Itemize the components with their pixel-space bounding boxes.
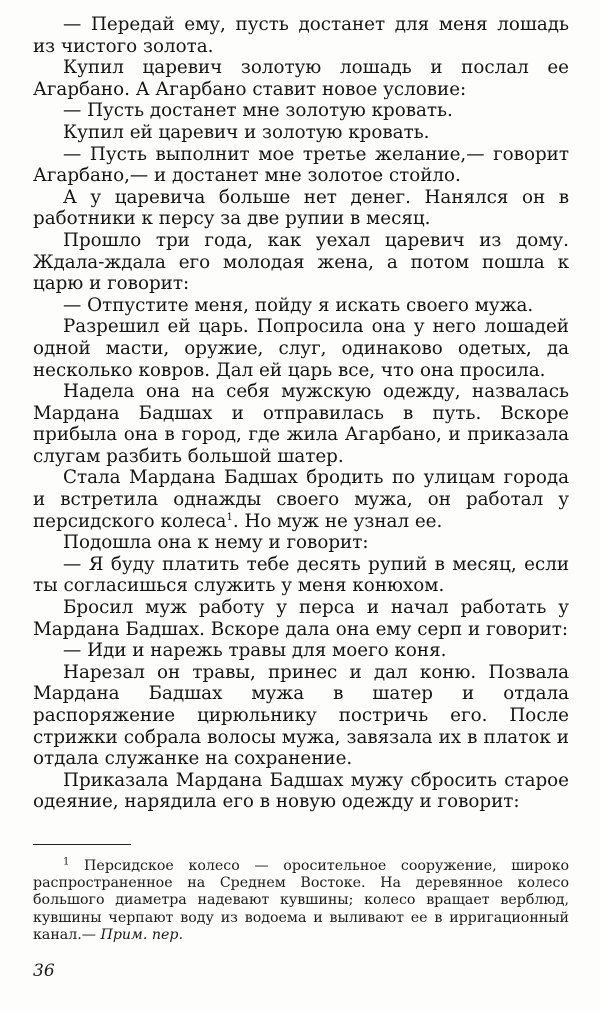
footnote	[33, 858, 569, 944]
paragraph: А у царевича больше нет денег. Нанялся он в работники к персу за две рупии в месяц.	[33, 186, 569, 230]
paragraph: Подошла она к нему и говорит:	[63, 532, 369, 554]
paragraph: — Отпустите меня, пойду я искать своего мужа.	[63, 294, 534, 316]
paragraph: — Передай ему, пусть достанет для меня лошадь из чистого золота.	[33, 14, 569, 57]
paragraph: Бросил муж работу у перса и начал работать у Мардана Бадшах. Вскоре дала она ему серп и говорит:	[33, 597, 569, 640]
footnote-marker: 1	[226, 511, 233, 523]
page-number: 36	[33, 961, 55, 981]
paragraph: Приказала Мардана Бадшах мужу сбросить старое одеяние, нарядила его в новую одежду и говорит:	[33, 769, 569, 813]
paragraph: Надела она на себя мужскую одежду, назвалась Мардана Бадшах и отправилась в путь. Вскоре прибыла она в город, где жила Агарбано, и приказала слугам разбить большой шатер.	[33, 381, 569, 467]
paragraph: — Пусть выполнит мое третье желание,— говорит Агарбано,— и достанет мне золотое стойло.	[33, 143, 569, 187]
paragraph: — Я буду платить тебе десять рупий в месяц, если ты согласишься служить у меня конюхом.	[33, 553, 569, 597]
paragraph-text-tail: . Но муж не узнал ее.	[232, 510, 443, 532]
main-text-body	[33, 14, 569, 813]
paragraph: Нарезал он травы, принес и дал коню. Позвала Мардана Бадшах мужа в шатер и отдала распоряжение цирюльнику постричь его. После стрижки собрала волосы мужа, завязала их в платок и отдала служанке на сохранение.	[33, 661, 569, 770]
paragraph: Разрешил ей царь. Попросила она у него лошадей одной масти, оружие, слуг, одинаково одетых, да несколько ковров. Дал ей царь все, что она просила.	[33, 316, 569, 381]
paragraph: Прошло три года, как уехал царевич из дому. Ждала-ждала его молодая жена, а потом пошла к царю и говорит:	[33, 229, 569, 295]
footnote-text: Персидское колесо — оросительное сооружение, широко распространенное на Среднем Востоке. На деревянное колесо большого диаметра надевают кувшины; колесо вращает верблюд, кувшины черпают воду из водоема и выливают ее в ирригационный канал.—	[33, 858, 569, 943]
paragraph: Купил ей царевич и золотую кровать.	[63, 121, 430, 143]
footnote-number: 1	[63, 856, 70, 868]
paragraph-text: Стала Мардана Бадшах бродить по улицам города и встретила однажды своего мужа, он работал у персидского колеса	[33, 467, 569, 532]
footnote-divider	[33, 844, 131, 845]
paragraph: — Иди и нарежь травы для моего коня.	[63, 640, 447, 662]
paragraph: — Пусть достанет мне золотую кровать.	[63, 100, 453, 122]
paragraph: Купил царевич золотую лошадь и послал ее Агарбано. А Агарбано ставит новое условие:	[33, 57, 569, 100]
paragraph-with-footnote	[33, 467, 569, 532]
footnote-translator-note: Прим. пер.	[100, 926, 183, 943]
